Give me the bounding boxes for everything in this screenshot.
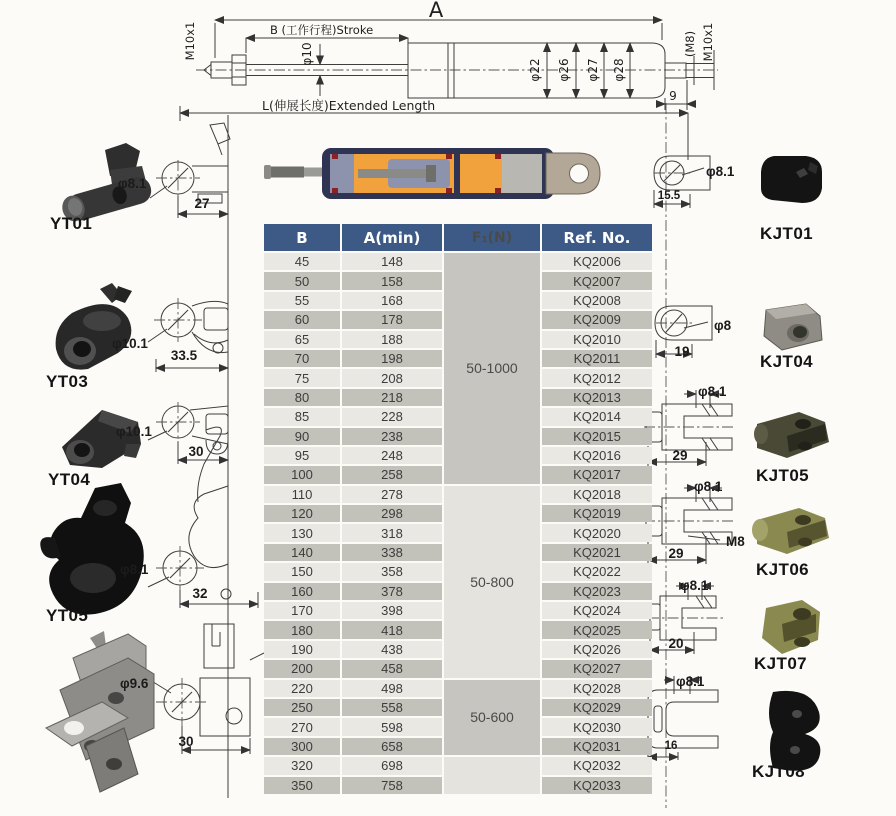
yt01-dia-label: φ8.1 [118, 176, 147, 191]
cell-ref-no: KQ2026 [542, 641, 652, 658]
cell-stroke-b: 120 [264, 505, 340, 522]
kjt04-dia-label: φ8 [714, 318, 732, 333]
cell-a-min: 358 [342, 563, 442, 580]
kjt05-name-label: KJT05 [756, 466, 810, 485]
kjt05-dia-label: φ8.1 [698, 384, 727, 399]
kjt06-dia-label: φ8.1 [694, 479, 723, 494]
cell-stroke-b: 300 [264, 738, 340, 755]
kjt01-photo [752, 146, 832, 208]
cell-stroke-b: 85 [264, 408, 340, 425]
cell-stroke-b: 220 [264, 680, 340, 697]
kjt05-width-label: 29 [672, 448, 688, 463]
bottom-left-width-label: 30 [178, 734, 194, 749]
cell-a-min: 198 [342, 350, 442, 367]
cell-stroke-b: 110 [264, 486, 340, 503]
cell-ref-no: KQ2033 [542, 777, 652, 794]
cell-stroke-b: 350 [264, 777, 340, 794]
yt03-width-label: 33.5 [170, 348, 198, 363]
yt01-name-label: YT01 [50, 214, 93, 233]
kjt08-dia-label: φ8.1 [676, 674, 705, 689]
header-row [264, 224, 652, 251]
cell-a-min: 248 [342, 447, 442, 464]
yt05-dia-label: φ8.1 [120, 562, 149, 577]
cell-ref-no: KQ2028 [542, 680, 652, 697]
cell-a-min: 378 [342, 583, 442, 600]
kjt08-name-label: KJT08 [752, 762, 806, 781]
yt05-photo [35, 478, 170, 623]
cell-ref-no: KQ2018 [542, 486, 652, 503]
kjt06-name-label: KJT06 [756, 560, 810, 579]
cell-ref-no: KQ2016 [542, 447, 652, 464]
kjt04-photo [748, 296, 832, 358]
kjt01-line-drawing [646, 146, 724, 212]
cell-stroke-b: 160 [264, 583, 340, 600]
cell-ref-no: KQ2029 [542, 699, 652, 716]
bottom-left-dia-label: φ9.6 [120, 676, 149, 691]
cell-ref-no: KQ2030 [542, 718, 652, 735]
cell-a-min: 178 [342, 311, 442, 328]
kjt01-name-label: KJT01 [760, 224, 814, 243]
cell-a-min: 228 [342, 408, 442, 425]
extended-length-label: L(伸展长度)Extended Length [262, 98, 436, 113]
cell-stroke-b: 150 [264, 563, 340, 580]
table-row [264, 757, 652, 774]
kjt07-name-label: KJT07 [754, 654, 808, 673]
cell-ref-no: KQ2017 [542, 466, 652, 483]
yt03-dia-label: φ10.1 [112, 336, 148, 351]
cell-ref-no: KQ2013 [542, 389, 652, 406]
yt04-dia-label: φ10.1 [116, 424, 152, 439]
cell-stroke-b: 140 [264, 544, 340, 561]
col-header-a-min: A(min) [342, 224, 442, 251]
cell-stroke-b: 180 [264, 621, 340, 638]
body-dia-27: φ27 [586, 58, 600, 82]
cell-stroke-b: 200 [264, 660, 340, 677]
cell-f1-range: 50-800 [444, 486, 540, 678]
cell-ref-no: KQ2010 [542, 331, 652, 348]
kjt07-photo [750, 592, 830, 660]
cell-stroke-b: 190 [264, 641, 340, 658]
cell-a-min: 298 [342, 505, 442, 522]
rod-diameter-label: φ10 [300, 42, 314, 66]
table-row [264, 680, 652, 697]
cell-a-min: 208 [342, 369, 442, 386]
kjt04-name-label: KJT04 [760, 352, 814, 371]
kjt06-line-drawing [644, 478, 740, 568]
cell-ref-no: KQ2027 [542, 660, 652, 677]
kjt05-photo [745, 402, 837, 468]
yt03-photo [42, 283, 162, 378]
yt01-width-label: 27 [194, 196, 210, 211]
col-header-b: B [264, 224, 340, 251]
cell-ref-no: KQ2006 [542, 253, 652, 270]
spec-table [262, 222, 654, 796]
cell-stroke-b: 320 [264, 757, 340, 774]
cell-stroke-b: 60 [264, 311, 340, 328]
cell-a-min: 698 [342, 757, 442, 774]
cell-ref-no: KQ2024 [542, 602, 652, 619]
cell-a-min: 158 [342, 272, 442, 289]
cell-a-min: 238 [342, 428, 442, 445]
kjt08-photo [745, 686, 831, 772]
kjt07-dia-label: φ8.1 [680, 578, 709, 593]
cell-a-min: 278 [342, 486, 442, 503]
cell-a-min: 498 [342, 680, 442, 697]
right-thread-label: M10x1 [701, 22, 715, 62]
cell-ref-no: KQ2023 [542, 583, 652, 600]
cell-ref-no: KQ2022 [542, 563, 652, 580]
m8-thread-label: (M8) [683, 30, 697, 58]
cell-ref-no: KQ2019 [542, 505, 652, 522]
cell-a-min: 658 [342, 738, 442, 755]
cell-f1-range [444, 757, 540, 794]
body-dia-28: φ28 [612, 58, 626, 82]
cell-a-min: 148 [342, 253, 442, 270]
bottom-left-photo [28, 624, 178, 804]
cell-a-min: 218 [342, 389, 442, 406]
cell-a-min: 758 [342, 777, 442, 794]
cell-a-min: 598 [342, 718, 442, 735]
gas-spring-cutaway-illustration [258, 145, 603, 203]
yt04-name-label: YT04 [48, 470, 91, 489]
cell-ref-no: KQ2025 [542, 621, 652, 638]
cell-a-min: 338 [342, 544, 442, 561]
cell-stroke-b: 170 [264, 602, 340, 619]
body-dia-26: φ26 [557, 58, 571, 82]
col-header-ref-no: Ref. No. [542, 224, 652, 251]
kjt06-photo [745, 498, 837, 562]
cell-a-min: 558 [342, 699, 442, 716]
table-row [264, 486, 652, 503]
cell-stroke-b: 65 [264, 331, 340, 348]
kjt01-dia-label: φ8.1 [706, 164, 735, 179]
kjt06-thread-label: M8 [726, 534, 745, 549]
cell-a-min: 398 [342, 602, 442, 619]
dim-a-label: A [428, 0, 444, 22]
body-dia-22: φ22 [528, 58, 542, 82]
left-thread-label: M10x1 [183, 21, 197, 61]
cell-ref-no: KQ2031 [542, 738, 652, 755]
cell-f1-range: 50-600 [444, 680, 540, 756]
cell-stroke-b: 100 [264, 466, 340, 483]
cell-stroke-b: 80 [264, 389, 340, 406]
cell-ref-no: KQ2011 [542, 350, 652, 367]
cell-f1-range: 50-1000 [444, 253, 540, 484]
yt01-photo [50, 140, 170, 220]
kjt04-width-label: 19 [674, 344, 690, 359]
kjt01-width-label: 15.5 [657, 190, 681, 202]
yt05-name-label: YT05 [46, 606, 89, 625]
cell-ref-no: KQ2007 [542, 272, 652, 289]
kjt07-width-label: 20 [668, 636, 684, 651]
cell-a-min: 318 [342, 524, 442, 541]
cell-stroke-b: 95 [264, 447, 340, 464]
cell-stroke-b: 130 [264, 524, 340, 541]
kjt06-width-label: 29 [668, 546, 684, 561]
cell-ref-no: KQ2009 [542, 311, 652, 328]
kjt08-width-label: 16 [664, 740, 678, 752]
cell-ref-no: KQ2020 [542, 524, 652, 541]
cell-a-min: 188 [342, 331, 442, 348]
yt03-line-drawing [146, 276, 266, 380]
cell-ref-no: KQ2008 [542, 292, 652, 309]
gas-spring-dimension-drawing [0, 0, 896, 132]
yt05-width-label: 32 [192, 586, 208, 601]
cell-stroke-b: 55 [264, 292, 340, 309]
cell-stroke-b: 270 [264, 718, 340, 735]
yt04-width-label: 30 [188, 444, 204, 459]
cell-a-min: 168 [342, 292, 442, 309]
cell-stroke-b: 90 [264, 428, 340, 445]
cell-stroke-b: 250 [264, 699, 340, 716]
cell-ref-no: KQ2032 [542, 757, 652, 774]
cell-stroke-b: 50 [264, 272, 340, 289]
cell-a-min: 258 [342, 466, 442, 483]
col-header-f1: F₁(N) [444, 224, 540, 251]
cell-ref-no: KQ2015 [542, 428, 652, 445]
cell-stroke-b: 70 [264, 350, 340, 367]
cell-ref-no: KQ2012 [542, 369, 652, 386]
cell-a-min: 438 [342, 641, 442, 658]
cell-stroke-b: 45 [264, 253, 340, 270]
yt03-name-label: YT03 [46, 372, 89, 391]
cell-ref-no: KQ2014 [542, 408, 652, 425]
cell-a-min: 458 [342, 660, 442, 677]
stroke-label: B (工作行程)Stroke [270, 23, 374, 37]
stud-length-label: 9 [669, 89, 677, 103]
cell-a-min: 418 [342, 621, 442, 638]
table-row [264, 253, 652, 270]
cell-ref-no: KQ2021 [542, 544, 652, 561]
cell-stroke-b: 75 [264, 369, 340, 386]
